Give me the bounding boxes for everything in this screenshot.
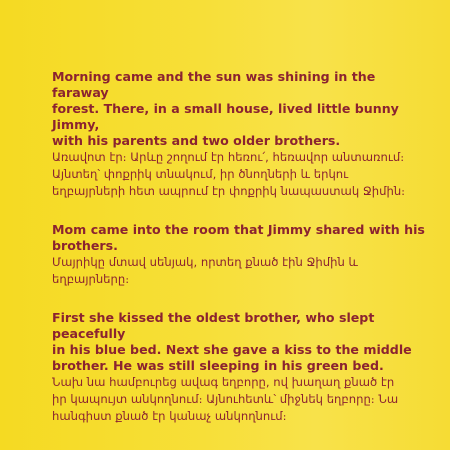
paragraph-spacer <box>52 210 430 222</box>
english-text: Morning came and the sun was shining in the faraway forest. There, in a small house, lived little bunny Jimmy, with his parents and two older brothers. <box>52 69 399 148</box>
english-text: Mom came into the room that Jimmy shared with his brothers. <box>52 222 425 253</box>
armenian-text: Մայրիկը մտավ սենյակ, որտեղ քնած էին Ջիմին և եղբայրները։ <box>52 255 358 286</box>
armenian-text: Նախ նա համբուրեց ավագ եղբորը, ով խաղաղ քնած էր իր կապույտ անկողնում։ Այնուհետև՝ միջնեկ եղբորը։ Նա հանգիստ քնած էր կանաչ անկողնում։ <box>52 375 399 423</box>
paragraph-2 <box>52 222 430 288</box>
story-text <box>52 69 430 435</box>
paragraph-1 <box>52 69 430 200</box>
armenian-text: Առավոտ էր։ Արևը շողում էր հեռու՛, հեռավոր անտառում։ Այնտեղ՝ փոքրիկ տնակում, իր ծնողների և երկու եղբայրների հետ ապրում էր փոքրիկ նապաստակ Ջիմին։ <box>52 150 406 198</box>
english-text: First she kissed the oldest brother, who slept peacefully in his blue bed. Next she gave a kiss to the middle brother. He was still sleeping in his green bed. <box>52 310 412 373</box>
paragraph-spacer <box>52 298 430 310</box>
paragraph-3 <box>52 310 430 425</box>
